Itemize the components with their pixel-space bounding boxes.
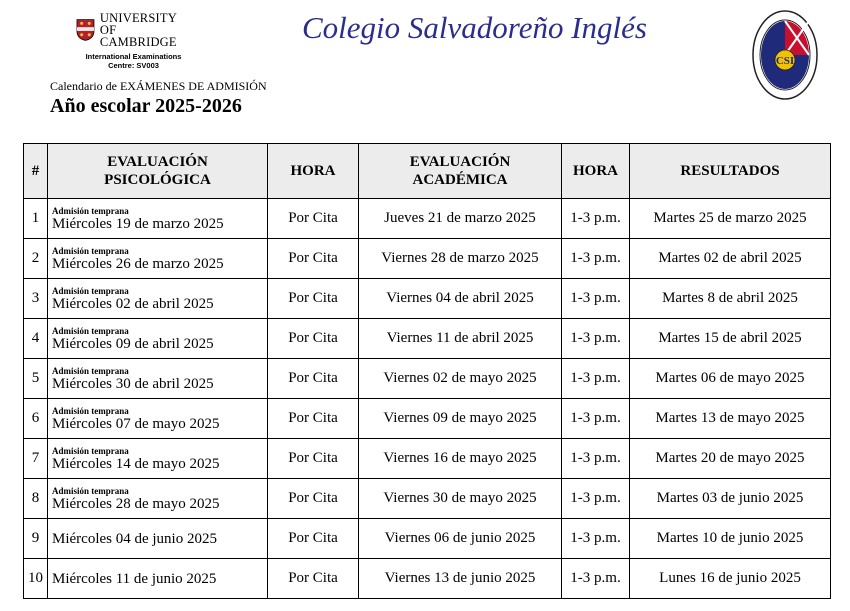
table-row xyxy=(24,199,831,239)
psico-date: Miércoles 07 de mayo 2025 xyxy=(52,415,220,432)
row-number: 1 xyxy=(24,199,48,239)
resultados-cell: Martes 20 de mayo 2025 xyxy=(630,439,831,479)
early-admission-tag: Admisión temprana xyxy=(52,365,129,376)
psico-date: Miércoles 26 de marzo 2025 xyxy=(52,255,224,272)
school-year: Año escolar 2025-2026 xyxy=(50,95,242,117)
resultados-cell: Martes 02 de abril 2025 xyxy=(630,239,831,279)
hora1-cell: Por Cita xyxy=(268,319,359,359)
acad-date-cell: Jueves 21 de marzo 2025 xyxy=(359,199,562,239)
hora2-cell: 1-3 p.m. xyxy=(562,559,630,599)
col-header-hora2: HORA xyxy=(562,144,630,199)
hora2-cell: 1-3 p.m. xyxy=(562,239,630,279)
psico-date: Miércoles 11 de junio 2025 xyxy=(52,570,217,587)
table-row xyxy=(24,479,831,519)
psico-date-cell xyxy=(48,519,268,559)
psico-date: Miércoles 19 de marzo 2025 xyxy=(52,215,224,232)
psico-date-cell xyxy=(48,439,268,479)
psico-date-cell xyxy=(48,279,268,319)
early-admission-tag: Admisión temprana xyxy=(52,445,129,456)
early-admission-tag: Admisión temprana xyxy=(52,245,129,256)
psico-date: Miércoles 02 de abril 2025 xyxy=(52,295,214,312)
row-number: 9 xyxy=(24,519,48,559)
row-number: 8 xyxy=(24,479,48,519)
acad-date-cell: Viernes 02 de mayo 2025 xyxy=(359,359,562,399)
hora2-cell: 1-3 p.m. xyxy=(562,439,630,479)
row-number: 7 xyxy=(24,439,48,479)
hora2-cell: 1-3 p.m. xyxy=(562,479,630,519)
calendar-label: Calendario de EXÁMENES DE ADMISIÓN xyxy=(50,79,267,93)
col-header-psico-line2: PSICOLÓGICA xyxy=(104,172,211,188)
school-seal-logo xyxy=(752,10,818,100)
psico-date-cell xyxy=(48,319,268,359)
cambridge-logo xyxy=(76,12,191,70)
hora1-cell: Por Cita xyxy=(268,279,359,319)
school-name: Colegio Salvadoreño Inglés xyxy=(302,10,647,45)
col-header-acad xyxy=(359,144,562,199)
centre-line: Centre: SV003 xyxy=(108,61,159,70)
table-row xyxy=(24,239,831,279)
row-number: 5 xyxy=(24,359,48,399)
hora2-cell: 1-3 p.m. xyxy=(562,199,630,239)
table-row xyxy=(24,439,831,479)
acad-date-cell: Viernes 30 de mayo 2025 xyxy=(359,479,562,519)
acad-date-cell: Viernes 04 de abril 2025 xyxy=(359,279,562,319)
resultados-cell: Martes 03 de junio 2025 xyxy=(630,479,831,519)
psico-date-cell xyxy=(48,399,268,439)
cambridge-shield-icon xyxy=(76,18,95,42)
row-number: 2 xyxy=(24,239,48,279)
psico-date-cell xyxy=(48,199,268,239)
resultados-cell: Martes 10 de junio 2025 xyxy=(630,519,831,559)
table-row xyxy=(24,559,831,599)
table-header-row xyxy=(24,144,831,199)
table-row xyxy=(24,279,831,319)
hora1-cell: Por Cita xyxy=(268,239,359,279)
resultados-cell: Martes 13 de mayo 2025 xyxy=(630,399,831,439)
acad-date-cell: Viernes 28 de marzo 2025 xyxy=(359,239,562,279)
admission-calendar-table xyxy=(23,143,831,599)
hora2-cell: 1-3 p.m. xyxy=(562,519,630,559)
psico-date-cell xyxy=(48,239,268,279)
early-admission-tag: Admisión temprana xyxy=(52,205,129,216)
acad-date-cell: Viernes 09 de mayo 2025 xyxy=(359,399,562,439)
col-header-acad-line1: EVALUACIÓN xyxy=(409,154,511,170)
row-number: 10 xyxy=(24,559,48,599)
col-header-psico-line1: EVALUACIÓN xyxy=(107,154,208,170)
hora1-cell: Por Cita xyxy=(268,439,359,479)
table-row xyxy=(24,519,831,559)
hora1-cell: Por Cita xyxy=(268,399,359,439)
hora1-cell: Por Cita xyxy=(268,559,359,599)
resultados-cell: Martes 8 de abril 2025 xyxy=(630,279,831,319)
university-line2: CAMBRIDGE xyxy=(99,35,177,49)
acad-date-cell: Viernes 11 de abril 2025 xyxy=(359,319,562,359)
resultados-cell: Martes 15 de abril 2025 xyxy=(630,319,831,359)
early-admission-tag: Admisión temprana xyxy=(52,285,129,296)
exam-line: International Examinations xyxy=(85,52,182,61)
acad-date-cell: Viernes 06 de junio 2025 xyxy=(359,519,562,559)
psico-date: Miércoles 04 de junio 2025 xyxy=(52,530,217,547)
resultados-cell: Martes 25 de marzo 2025 xyxy=(630,199,831,239)
col-header-acad-line2: ACADÉMICA xyxy=(412,172,508,188)
row-number: 4 xyxy=(24,319,48,359)
row-number: 6 xyxy=(24,399,48,439)
table-row xyxy=(24,319,831,359)
psico-date: Miércoles 09 de abril 2025 xyxy=(52,335,214,352)
col-header-hora1: HORA xyxy=(268,144,359,199)
col-header-resultados: RESULTADOS xyxy=(630,144,831,199)
psico-date-cell xyxy=(48,359,268,399)
acad-date-cell: Viernes 13 de junio 2025 xyxy=(359,559,562,599)
hora2-cell: 1-3 p.m. xyxy=(562,279,630,319)
psico-date: Miércoles 28 de mayo 2025 xyxy=(52,495,220,512)
early-admission-tag: Admisión temprana xyxy=(52,325,129,336)
acad-date-cell: Viernes 16 de mayo 2025 xyxy=(359,439,562,479)
hora2-cell: 1-3 p.m. xyxy=(562,319,630,359)
hora2-cell: 1-3 p.m. xyxy=(562,399,630,439)
table-row xyxy=(24,399,831,439)
hora2-cell: 1-3 p.m. xyxy=(562,359,630,399)
resultados-cell: Lunes 16 de junio 2025 xyxy=(630,559,831,599)
hora1-cell: Por Cita xyxy=(268,479,359,519)
hora1-cell: Por Cita xyxy=(268,359,359,399)
hora1-cell: Por Cita xyxy=(268,519,359,559)
psico-date: Miércoles 30 de abril 2025 xyxy=(52,375,214,392)
early-admission-tag: Admisión temprana xyxy=(52,485,129,496)
col-header-num: # xyxy=(24,144,48,199)
row-number: 3 xyxy=(24,279,48,319)
early-admission-tag: Admisión temprana xyxy=(52,405,129,416)
psico-date-cell xyxy=(48,479,268,519)
psico-date-cell xyxy=(48,559,268,599)
university-line1: UNIVERSITY OF xyxy=(99,11,177,37)
seal-letters: CSI xyxy=(775,55,795,67)
resultados-cell: Martes 06 de mayo 2025 xyxy=(630,359,831,399)
col-header-psico xyxy=(48,144,268,199)
table-row xyxy=(24,359,831,399)
hora1-cell: Por Cita xyxy=(268,199,359,239)
psico-date: Miércoles 14 de mayo 2025 xyxy=(52,455,220,472)
